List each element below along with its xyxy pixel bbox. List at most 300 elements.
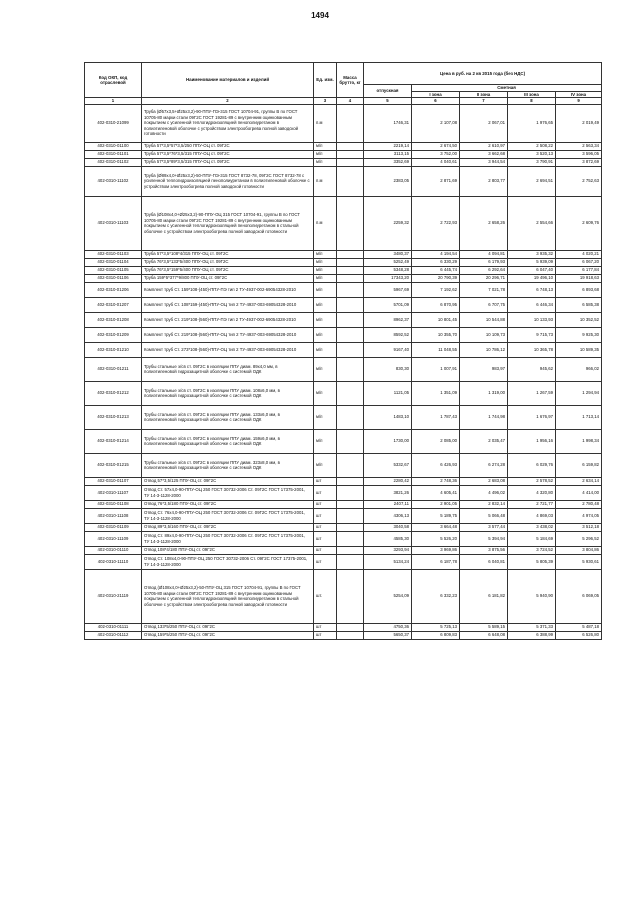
row-release-price: 1730,00 — [364, 429, 412, 453]
row-release-price: 4306,13 — [364, 508, 412, 523]
row-price-zone-1: 10 801,45 — [412, 312, 460, 327]
row-price-zone-3: 4 869,03 — [508, 508, 556, 523]
row-unit: м/п — [314, 142, 337, 150]
row-price-zone-3: 6 047,40 — [508, 266, 556, 274]
row-unit: м/п — [314, 381, 337, 405]
row-unit: шт — [314, 477, 337, 485]
row-unit: м/п — [314, 312, 337, 327]
table-row — [85, 523, 602, 531]
table-row — [85, 274, 602, 282]
row-code: 402-0310-01110 — [85, 546, 142, 554]
table-row — [85, 531, 602, 546]
row-mass — [337, 258, 364, 266]
row-release-price: 4585,30 — [364, 531, 412, 546]
row-price-zone-3: 5 939,09 — [508, 258, 556, 266]
row-unit: м/п — [314, 266, 337, 274]
row-code: 402-0310-01209 — [85, 327, 142, 342]
row-price-zone-2: 5 589,15 — [460, 623, 508, 631]
row-price-zone-1: 6 445,74 — [412, 266, 460, 274]
row-price-zone-3: 5 940,90 — [508, 569, 556, 623]
row-code: 402-0310-01106 — [85, 274, 142, 282]
table-row — [85, 327, 602, 342]
row-price-zone-1: 2 085,00 — [412, 429, 460, 453]
row-price-zone-2: 2 683,08 — [460, 477, 508, 485]
row-code: 402-0310-01213 — [85, 405, 142, 429]
row-code: 402-0310-01101 — [85, 150, 142, 158]
row-code: 402-0310-01211 — [85, 357, 142, 381]
table-row — [85, 381, 602, 405]
row-price-zone-4: 1 998,34 — [556, 429, 602, 453]
row-price-zone-3: 1 676,97 — [508, 405, 556, 429]
row-description: Комплект труб Ст. 219*108-(560)-ППУ-ОЦ тип 2 ТУ-4937-003-69054328-2010 — [142, 327, 314, 342]
table-row — [85, 631, 602, 639]
row-unit: шт — [314, 531, 337, 546]
header-estimate: Сметная — [412, 85, 602, 92]
row-code: 402-0310-01109 — [85, 523, 142, 531]
row-code: 402-0310-01111 — [85, 623, 142, 631]
row-price-zone-1: 1 007,91 — [412, 357, 460, 381]
row-code: 402-0310-11102 — [85, 166, 142, 196]
row-release-price: 3293,94 — [364, 546, 412, 554]
row-mass — [337, 297, 364, 312]
row-price-zone-1: 20 790,39 — [412, 274, 460, 282]
table-row — [85, 508, 602, 523]
row-price-zone-2: 983,97 — [460, 357, 508, 381]
row-description: Трубы стальные э/св ст. 09Г2С в изоляции ППУ диам. 159х6,0 мм, в полиэтиленовой гидрозащитной оболочке с системой ОДК — [142, 429, 314, 453]
row-unit: м/п — [314, 250, 337, 258]
row-description: Труба (Ø108х4,0+Ø25х3,2)-90-ППУ-ОЦ 315 ГОСТ 10704-91, группы В по ГОСТ 10705-80 марки стали 09Г2С ГОСТ 19281-89 с внутренним оцинкованным покрытием с усиленной теплогидроизоляцией пенополиуретаном в стальной оболочке с устройством электрообогрева полной заводской готовности — [142, 196, 314, 250]
row-price-zone-2: 10 786,12 — [460, 342, 508, 357]
row-price-zone-3: 3 790,91 — [508, 158, 556, 166]
row-unit: шт — [314, 523, 337, 531]
row-code: 402-0310-11110 — [85, 554, 142, 569]
row-mass — [337, 381, 364, 405]
row-unit: м/п — [314, 405, 337, 429]
row-price-zone-1: 11 048,55 — [412, 342, 460, 357]
row-code: 402-0310-01108 — [85, 500, 142, 508]
row-price-zone-4: 966,02 — [556, 357, 602, 381]
row-unit: п.м — [314, 104, 337, 142]
row-price-zone-4: 6 177,84 — [556, 266, 602, 274]
row-description: Трубы стальные э/св ст. 09Г2С в изоляции ППУ диам. 89х4,0 мм, в полиэтиленовой гидрозащитной оболочке с системой ОДК — [142, 357, 314, 381]
row-price-zone-1: 3 969,86 — [412, 546, 460, 554]
table-row — [85, 150, 602, 158]
row-price-zone-1: 6 332,23 — [412, 569, 460, 623]
row-price-zone-1: 6 870,95 — [412, 297, 460, 312]
row-unit: м/п — [314, 327, 337, 342]
row-mass — [337, 523, 364, 531]
row-release-price: 5252,49 — [364, 258, 412, 266]
row-price-zone-2: 6 274,28 — [460, 453, 508, 477]
row-description: Комплект труб Ст. 159*108-(450)-ППУ-ПЭ тип 2 ТУ-4937-002-69054328-2010 — [142, 282, 314, 297]
table-row — [85, 196, 602, 250]
row-release-price: 8962,37 — [364, 312, 412, 327]
row-description: Труба 57*3,5*108*4/315 ППУ-ОЦ ст. 09Г2С — [142, 250, 314, 258]
row-price-zone-3: 5 371,33 — [508, 623, 556, 631]
row-price-zone-2: 1 744,98 — [460, 405, 508, 429]
row-unit: м/п — [314, 342, 337, 357]
row-description: Отвод 76*3,5/180 ППУ-ОЦ ст. 09Г2С — [142, 500, 314, 508]
table-row — [85, 500, 602, 508]
row-price-zone-3: 1 956,16 — [508, 429, 556, 453]
table-row — [85, 485, 602, 500]
row-description: Труба (Ø89х4,0+Ø25х3,2)-50-ППУ-ПЭ-315 ГОСТ 8732-78, 09Г2С ГОСТ 8732-78 с усиленной теплогидроизоляцией пенополиуретаном в полиэтиленовой оболочке с устройством электрообогрева полной заводской готовности — [142, 166, 314, 196]
row-price-zone-1: 4 040,61 — [412, 158, 460, 166]
row-mass — [337, 569, 364, 623]
row-mass — [337, 631, 364, 639]
row-price-zone-3: 5 184,69 — [508, 531, 556, 546]
row-description: Отвод 57*3,5/125 ППУ-ОЦ ст. 09Г2С — [142, 477, 314, 485]
row-price-zone-4: 2 019,49 — [556, 104, 602, 142]
table-row — [85, 429, 602, 453]
row-price-zone-3: 3 438,02 — [508, 523, 556, 531]
row-mass — [337, 485, 364, 500]
row-price-zone-2: 2 035,47 — [460, 429, 508, 453]
row-price-zone-3: 19 496,10 — [508, 274, 556, 282]
row-price-zone-4: 2 563,34 — [556, 142, 602, 150]
row-description: Комплект труб Ст. 108*159-(450)-ППУ-ОЦ тип 2 ТУ-4937-003-69054328-2010 — [142, 297, 314, 312]
table-row — [85, 104, 602, 142]
row-description: Труба 76*3,5*159*5/400 ППУ-ОЦ ст. 09Г2С — [142, 266, 314, 274]
table-row — [85, 623, 602, 631]
row-code: 402-0310-21119 — [85, 569, 142, 623]
row-description: Отвод Ст. 57х4,0-90-ППУ-ОЦ 250 ГОСТ 30732-2006 Ст. 09Г2С ГОСТ 17375-2001, ТУ 14-3-1128-2000 — [142, 485, 314, 500]
row-unit: шт — [314, 500, 337, 508]
row-price-zone-4: 6 069,05 — [556, 569, 602, 623]
row-mass — [337, 312, 364, 327]
row-code: 402-0310-01206 — [85, 282, 142, 297]
header-zone-1: I зона — [412, 91, 460, 98]
row-description: Трубы стальные э/св ст. 09Г2С в изоляции ППУ диам. 108х6,0 мм, в полиэтиленовой гидрозащитной оболочке с системой ОДК — [142, 381, 314, 405]
column-number: 3 — [314, 98, 337, 105]
row-price-zone-3: 4 320,80 — [508, 485, 556, 500]
table-row — [85, 282, 602, 297]
row-release-price: 2280,42 — [364, 477, 412, 485]
row-price-zone-3: 5 805,39 — [508, 554, 556, 569]
row-description: Отвод 133*5/250 ППУ-ОЦ ст. 09Г2С — [142, 623, 314, 631]
row-release-price: 9167,40 — [364, 342, 412, 357]
row-price-zone-4: 6 585,38 — [556, 297, 602, 312]
row-price-zone-2: 3 944,54 — [460, 158, 508, 166]
row-description: Трубы стальные э/св ст. 09Г2С в изоляции ППУ диам. 133х6,0 мм, в полиэтиленовой гидрозащитной оболочке с системой ОДК — [142, 405, 314, 429]
row-code: 402-0310-01104 — [85, 258, 142, 266]
row-price-zone-1: 2 748,36 — [412, 477, 460, 485]
table-row — [85, 158, 602, 166]
header-mass: Масса брутто, кг — [337, 63, 364, 98]
row-price-zone-1: 4 194,54 — [412, 250, 460, 258]
row-release-price: 2219,14 — [364, 142, 412, 150]
row-price-zone-2: 3 662,68 — [460, 150, 508, 158]
row-mass — [337, 554, 364, 569]
row-price-zone-3: 3 935,32 — [508, 250, 556, 258]
row-price-zone-4: 4 414,00 — [556, 485, 602, 500]
row-price-zone-1: 5 526,20 — [412, 531, 460, 546]
row-price-zone-2: 5 394,94 — [460, 531, 508, 546]
row-mass — [337, 150, 364, 158]
row-price-zone-4: 5 930,61 — [556, 554, 602, 569]
row-code: 402-0310-01215 — [85, 453, 142, 477]
row-price-zone-4: 5 487,18 — [556, 623, 602, 631]
row-release-price: 5254,09 — [364, 569, 412, 623]
row-unit: шт. — [314, 569, 337, 623]
row-price-zone-3: 10 133,93 — [508, 312, 556, 327]
row-release-price: 3821,26 — [364, 485, 412, 500]
row-price-zone-4: 5 296,52 — [556, 531, 602, 546]
row-price-zone-2: 6 292,64 — [460, 266, 508, 274]
row-code: 402-0310-01207 — [85, 297, 142, 312]
row-price-zone-4: 3 872,69 — [556, 158, 602, 166]
row-release-price: 5348,28 — [364, 266, 412, 274]
row-price-zone-4: 1 713,14 — [556, 405, 602, 429]
row-price-zone-4: 2 780,48 — [556, 500, 602, 508]
row-unit: шт — [314, 623, 337, 631]
row-price-zone-3: 10 365,78 — [508, 342, 556, 357]
row-description: Отвод Ст. 108х4,0-90-ППУ-ОЦ 250 ГОСТ 30732-2006 Ст. 09Г2С ГОСТ 17375-2001, ТУ 14-3-1128-2000 — [142, 554, 314, 569]
row-unit: м/п — [314, 150, 337, 158]
row-mass — [337, 327, 364, 342]
row-price-zone-4: 6 159,82 — [556, 453, 602, 477]
row-code: 402-0310-01210 — [85, 342, 142, 357]
row-price-zone-1: 5 725,13 — [412, 623, 460, 631]
column-number: 7 — [460, 98, 508, 105]
row-price-zone-2: 10 544,88 — [460, 312, 508, 327]
row-description: Комплект труб Ст. 219*108-(560)-ППУ-ПЭ тип 2 ТУ-4937-002-69054328-2010 — [142, 312, 314, 327]
row-release-price: 1483,10 — [364, 405, 412, 429]
row-code: 402-0310-01208 — [85, 312, 142, 327]
row-release-price: 5701,09 — [364, 297, 412, 312]
row-unit: шт — [314, 631, 337, 639]
row-mass — [337, 546, 364, 554]
row-code: 402-0310-01214 — [85, 429, 142, 453]
row-price-zone-1: 5 189,75 — [412, 508, 460, 523]
row-price-zone-1: 6 809,83 — [412, 631, 460, 639]
row-price-zone-2: 5 066,48 — [460, 508, 508, 523]
row-price-zone-1: 6 187,78 — [412, 554, 460, 569]
row-price-zone-4: 10 589,35 — [556, 342, 602, 357]
row-price-zone-2: 6 181,82 — [460, 569, 508, 623]
row-release-price: 5650,37 — [364, 631, 412, 639]
row-description: Отвод 159*5/250 ППУ-ОЦ ст. 09Г2С — [142, 631, 314, 639]
row-release-price: 5134,24 — [364, 554, 412, 569]
row-unit: шт — [314, 508, 337, 523]
row-mass — [337, 453, 364, 477]
row-mass — [337, 166, 364, 196]
table-row — [85, 297, 602, 312]
header-price-group: Цена в руб. на 2 кв 2015 года (без НДС) — [364, 63, 602, 85]
row-unit: м/п — [314, 357, 337, 381]
column-number: 6 — [412, 98, 460, 105]
row-price-zone-3: 6 748,13 — [508, 282, 556, 297]
row-price-zone-4: 3 596,05 — [556, 150, 602, 158]
row-release-price: 8592,52 — [364, 327, 412, 342]
table-row — [85, 250, 602, 258]
table-row — [85, 405, 602, 429]
row-unit: м/п — [314, 274, 337, 282]
row-price-zone-2: 3 577,44 — [460, 523, 508, 531]
row-mass — [337, 104, 364, 142]
row-price-zone-1: 2 871,69 — [412, 166, 460, 196]
row-code: 402-0310-01103 — [85, 250, 142, 258]
row-unit: п.м — [314, 166, 337, 196]
row-price-zone-3: 3 724,52 — [508, 546, 556, 554]
column-number: 9 — [556, 98, 602, 105]
table-row — [85, 546, 602, 554]
row-price-zone-2: 7 021,78 — [460, 282, 508, 297]
row-price-zone-4: 4 974,05 — [556, 508, 602, 523]
header-name: Наименование материалов и изделий — [142, 63, 314, 98]
row-price-zone-2: 1 319,00 — [460, 381, 508, 405]
row-price-zone-4: 6 893,68 — [556, 282, 602, 297]
row-price-zone-1: 7 192,62 — [412, 282, 460, 297]
row-price-zone-2: 2 610,97 — [460, 142, 508, 150]
header-unit: Ед. изм. — [314, 63, 337, 98]
column-number: 8 — [508, 98, 556, 105]
row-price-zone-1: 10 355,70 — [412, 327, 460, 342]
table-row — [85, 357, 602, 381]
row-mass — [337, 142, 364, 150]
row-price-zone-1: 1 787,43 — [412, 405, 460, 429]
row-description: Трубы стальные э/св ст. 09Г2С в изоляции ППУ диам. 323х8,0 мм, в полиэтиленовой гидрозащитной оболочке с системой ОДК — [142, 453, 314, 477]
row-price-zone-1: 2 107,08 — [412, 104, 460, 142]
row-release-price: 2383,05 — [364, 166, 412, 196]
row-price-zone-3: 6 446,34 — [508, 297, 556, 312]
row-mass — [337, 477, 364, 485]
row-price-zone-3: 945,62 — [508, 357, 556, 381]
row-price-zone-3: 6 029,76 — [508, 453, 556, 477]
row-code: 402-0310-11108 — [85, 508, 142, 523]
column-number: 4 — [337, 98, 364, 105]
row-code: 402-0310-01107 — [85, 477, 142, 485]
row-price-zone-2: 2 658,26 — [460, 196, 508, 250]
row-mass — [337, 623, 364, 631]
row-description: Труба 76*3,5*133*5/400 ППУ-ОЦ ст. 09Г2С — [142, 258, 314, 266]
row-code: 402-0310-01212 — [85, 381, 142, 405]
row-price-zone-3: 2 554,66 — [508, 196, 556, 250]
table-row — [85, 569, 602, 623]
row-price-zone-1: 2 674,50 — [412, 142, 460, 150]
table-body — [85, 104, 602, 639]
row-price-zone-2: 2 832,14 — [460, 500, 508, 508]
header-zone-4: IV зона — [556, 91, 602, 98]
row-description: Труба 57*3,5*89*3,5/315 ППУ-ОЦ ст. 09Г2С — [142, 158, 314, 166]
row-release-price: 2407,11 — [364, 500, 412, 508]
row-description: Труба 159*5*377*9/800 ППУ-ОЦ ст. 09Г2С — [142, 274, 314, 282]
row-price-zone-1: 6 426,93 — [412, 453, 460, 477]
row-description: Отвод 89*3,5/160 ППУ-ОЦ ст. 09Г2С — [142, 523, 314, 531]
row-code: 402-0310-11107 — [85, 485, 142, 500]
row-price-zone-3: 2 694,51 — [508, 166, 556, 196]
row-price-zone-2: 20 296,71 — [460, 274, 508, 282]
row-price-zone-2: 4 496,02 — [460, 485, 508, 500]
row-mass — [337, 531, 364, 546]
row-unit: шт — [314, 546, 337, 554]
row-price-zone-2: 6 648,08 — [460, 631, 508, 639]
page-number: 1494 — [311, 11, 329, 20]
row-unit: шт — [314, 485, 337, 500]
row-unit: м/п — [314, 158, 337, 166]
row-price-zone-1: 4 605,41 — [412, 485, 460, 500]
row-unit: м/п — [314, 297, 337, 312]
row-release-price: 5332,67 — [364, 453, 412, 477]
row-price-zone-4: 2 609,76 — [556, 196, 602, 250]
table-row — [85, 142, 602, 150]
row-mass — [337, 196, 364, 250]
row-price-zone-3: 2 721,77 — [508, 500, 556, 508]
header-code: Код ОКП, код отраслевой — [85, 63, 142, 98]
header-zone-3: III зона — [508, 91, 556, 98]
row-mass — [337, 429, 364, 453]
row-price-zone-4: 10 352,52 — [556, 312, 602, 327]
row-description: Отвод (Ø108х4,0+Ø25х3,2)-50-ППУ-ОЦ 315 ГОСТ 10704-91, группы В по ГОСТ 10705-80 марки стали 09Г2С ГОСТ 19281-89 с внутренним оцинкованным покрытием с усиленной теплогидроизоляцией пенополиуретаном в стальной оболочке с устройством электрообогрева полной заводской готовности — [142, 569, 314, 623]
row-mass — [337, 250, 364, 258]
table-row — [85, 266, 602, 274]
row-price-zone-4: 3 512,18 — [556, 523, 602, 531]
row-price-zone-1: 3 664,48 — [412, 523, 460, 531]
table-row — [85, 554, 602, 569]
row-mass — [337, 500, 364, 508]
table-row — [85, 166, 602, 196]
row-price-zone-2: 2 067,01 — [460, 104, 508, 142]
row-release-price: 3113,15 — [364, 150, 412, 158]
column-number: 5 — [364, 98, 412, 105]
table-row — [85, 312, 602, 327]
row-release-price: 830,30 — [364, 357, 412, 381]
row-description: Отвод Ст. 89х4,0-90-ППУ-ОЦ 250 ГОСТ 30732-2006 Ст. 09Г2С ГОСТ 17375-2001, ТУ 14-3-1128-2000 — [142, 531, 314, 546]
row-description: Комплект труб Ст. 273*108-(560)-ППУ-ОЦ тип 2 ТУ-4937-003-69054328-2010 — [142, 342, 314, 357]
row-price-zone-1: 2 722,93 — [412, 196, 460, 250]
row-price-zone-2: 10 109,73 — [460, 327, 508, 342]
header-zone-2: II зона — [460, 91, 508, 98]
row-price-zone-4: 9 925,30 — [556, 327, 602, 342]
column-number: 1 — [85, 98, 142, 105]
row-price-zone-2: 6 179,93 — [460, 258, 508, 266]
row-mass — [337, 342, 364, 357]
row-mass — [337, 357, 364, 381]
row-price-zone-3: 2 578,52 — [508, 477, 556, 485]
row-release-price: 5967,69 — [364, 282, 412, 297]
row-price-zone-4: 4 020,21 — [556, 250, 602, 258]
row-price-zone-2: 3 875,56 — [460, 546, 508, 554]
row-price-zone-1: 2 901,05 — [412, 500, 460, 508]
row-code: 402-0310-11103 — [85, 196, 142, 250]
row-code: 402-0310-01102 — [85, 158, 142, 166]
table-row — [85, 258, 602, 266]
row-unit: п.м — [314, 196, 337, 250]
row-description: Отвод 108*4/180 ППУ-ОЦ ст. 09Г2С — [142, 546, 314, 554]
row-price-zone-3: 6 388,99 — [508, 631, 556, 639]
row-price-zone-2: 6 040,81 — [460, 554, 508, 569]
row-unit: м/п — [314, 258, 337, 266]
row-price-zone-3: 1 976,65 — [508, 104, 556, 142]
row-price-zone-4: 6 067,20 — [556, 258, 602, 266]
row-price-zone-4: 2 752,63 — [556, 166, 602, 196]
row-release-price: 3352,69 — [364, 158, 412, 166]
row-price-zone-3: 2 508,22 — [508, 142, 556, 150]
row-release-price: 1746,31 — [364, 104, 412, 142]
row-price-zone-3: 3 520,13 — [508, 150, 556, 158]
table-row — [85, 477, 602, 485]
row-release-price: 3040,58 — [364, 523, 412, 531]
row-description: Труба 57*3,5*57*3,5/250 ППУ-ОЦ ст. 09Г2С — [142, 142, 314, 150]
row-release-price: 1121,05 — [364, 381, 412, 405]
row-unit: шт — [314, 554, 337, 569]
row-price-zone-1: 6 330,29 — [412, 258, 460, 266]
row-price-zone-2: 2 803,77 — [460, 166, 508, 196]
row-release-price: 4750,36 — [364, 623, 412, 631]
row-code: 402-0310-01112 — [85, 631, 142, 639]
row-mass — [337, 274, 364, 282]
row-price-zone-2: 6 707,75 — [460, 297, 508, 312]
